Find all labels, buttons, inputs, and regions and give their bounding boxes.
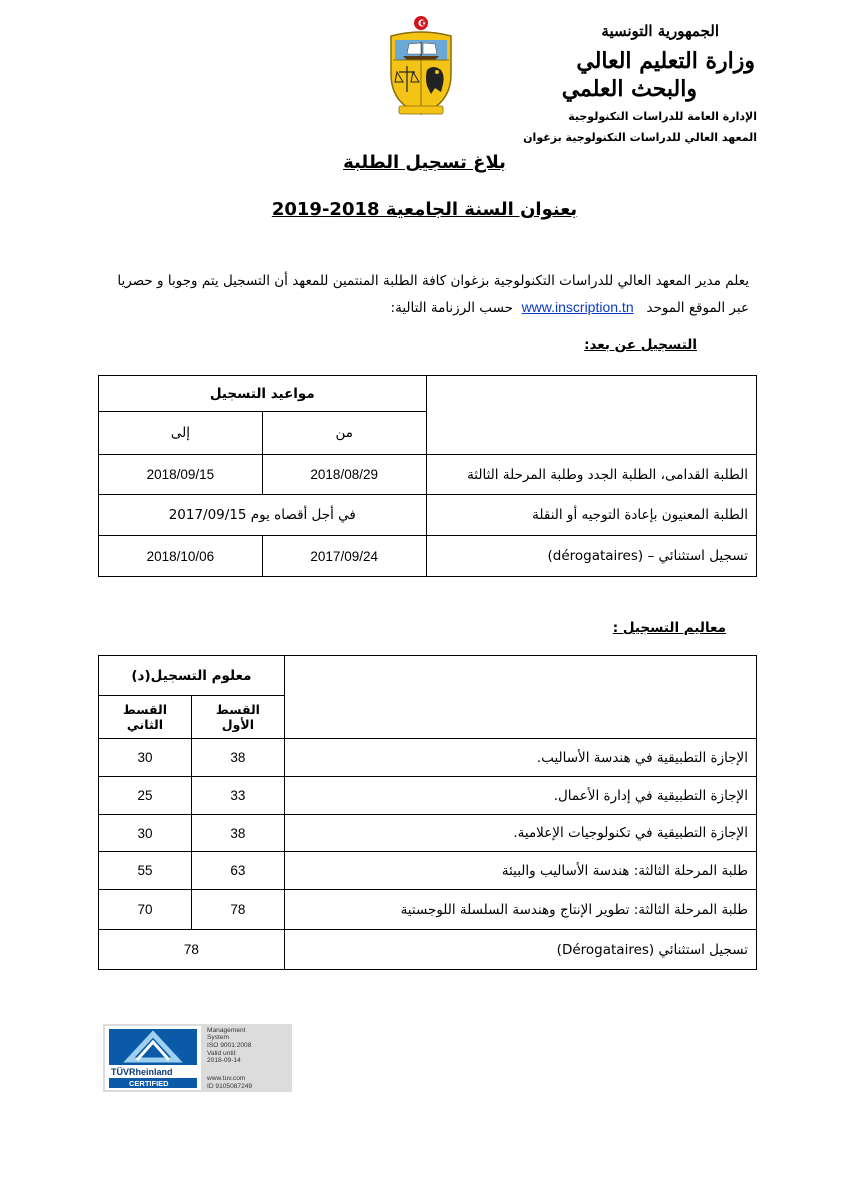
- date-to: 2018/09/15: [99, 455, 263, 495]
- row-label: طلبة المرحلة الثالثة: تطوير الإنتاج وهندسة السلسلة اللوجستية: [284, 890, 756, 930]
- intro-line2: [89, 294, 749, 321]
- page-title: بلاغ تسجيل الطلبة: [343, 152, 506, 173]
- page-subtitle: بعنوان السنة الجامعية 2018-2019: [271, 199, 578, 220]
- inscription-link[interactable]: www.inscription.tn: [521, 299, 634, 315]
- fee-second: 70: [99, 890, 192, 930]
- table-row: [99, 930, 757, 970]
- table-row: [99, 455, 757, 495]
- registration-dates-table: [98, 375, 757, 577]
- cert-line: ISO 9001:2008: [207, 1042, 252, 1049]
- row-label: تسجيل استثنائي – (dérogataires): [426, 536, 756, 577]
- cert-line: www.tuv.com: [207, 1075, 246, 1082]
- fee-second: 30: [99, 815, 192, 852]
- cert-line: 2018-09-14: [207, 1057, 241, 1064]
- fee-second: 25: [99, 777, 192, 815]
- fee-first: 38: [191, 739, 284, 777]
- date-to: 2018/10/06: [99, 536, 263, 577]
- table-row: [99, 495, 757, 536]
- registration-fees-table: [98, 655, 757, 970]
- cert-line: System: [207, 1034, 229, 1041]
- table-cell: [284, 656, 756, 739]
- table-row: [99, 815, 757, 852]
- fee-first: 78: [191, 890, 284, 930]
- date-from: 2017/09/24: [262, 536, 426, 577]
- intro-line1: يعلم مدير المعهد العالي للدراسات التكنولوجية بزغوان كافة الطلبة المنتمين للمعهد أن التسجيل يتم وجوبا و حصريا: [117, 273, 749, 289]
- cert-line: Management: [207, 1027, 246, 1034]
- date-from: 2018/08/29: [262, 455, 426, 495]
- dates-header: مواعيد التسجيل: [99, 376, 427, 412]
- row-label: الطلبة القدامى، الطلبة الجدد وطلبة المرحلة الثالثة: [426, 455, 756, 495]
- section-fees-heading: معاليم التسجيل :: [612, 620, 726, 636]
- table-row: [99, 890, 757, 930]
- col-from-header: من: [262, 412, 426, 455]
- fee-second: 55: [99, 852, 192, 890]
- tuv-certification-badge: [103, 1024, 292, 1092]
- fee-first: 63: [191, 852, 284, 890]
- fee-second: 30: [99, 739, 192, 777]
- intro-line2-after: حسب الرزنامة التالية:: [390, 300, 513, 316]
- cert-line: ID 9105087249: [207, 1083, 253, 1090]
- table-row: [99, 536, 757, 577]
- tuv-brand: TÜVRheinland: [111, 1067, 173, 1077]
- fee-first: 38: [191, 815, 284, 852]
- table-row: [99, 376, 757, 412]
- table-row: [99, 852, 757, 890]
- fees-header: معلوم التسجيل(د): [99, 656, 285, 696]
- institute-name: المعهد العالي للدراسات التكنولوجية بزغوان: [523, 131, 757, 144]
- ministry-header: [562, 22, 757, 123]
- intro-line2-before: عبر الموقع الموحد: [646, 300, 749, 316]
- ministry-name-line2: والبحث العلمي: [561, 76, 697, 102]
- table-row: [99, 777, 757, 815]
- row-label: الإجازة التطبيقية في هندسة الأساليب.: [284, 739, 756, 777]
- row-label: الإجازة التطبيقية في إدارة الأعمال.: [284, 777, 756, 815]
- col-to-header: إلى: [99, 412, 263, 455]
- tuv-certified-label: CERTIFIED: [129, 1079, 169, 1088]
- row-label: تسجيل استثنائي (Dérogataires): [284, 930, 756, 970]
- col-second-installment-header: القسط الثاني: [99, 696, 192, 739]
- section-online-registration-heading: التسجيل عن بعد:: [584, 337, 697, 353]
- intro-paragraph: [89, 268, 749, 321]
- table-row: [99, 739, 757, 777]
- cert-line: Valid until:: [207, 1050, 237, 1057]
- date-deadline: في أجل أقصاه يوم 2017/09/15: [99, 495, 427, 536]
- row-label: طلبة المرحلة الثالثة: هندسة الأساليب والبيئة: [284, 852, 756, 890]
- col-first-installment-header: القسط الأول: [191, 696, 284, 739]
- ministry-name-line1: وزارة التعليم العالي: [576, 48, 755, 74]
- fee-merged: 78: [99, 930, 285, 970]
- fee-first: 33: [191, 777, 284, 815]
- tunisia-coat-of-arms-icon: [385, 14, 457, 119]
- directorate-name: الإدارة العامة للدراسات التكنولوجية: [568, 110, 757, 123]
- republic-name: الجمهورية التونسية: [601, 22, 719, 40]
- table-row: [99, 656, 757, 696]
- row-label: الإجازة التطبيقية في تكنولوجيات الإعلامية.: [284, 815, 756, 852]
- table-cell: [426, 376, 756, 455]
- row-label: الطلبة المعنيون بإعادة التوجيه أو النقلة: [426, 495, 756, 536]
